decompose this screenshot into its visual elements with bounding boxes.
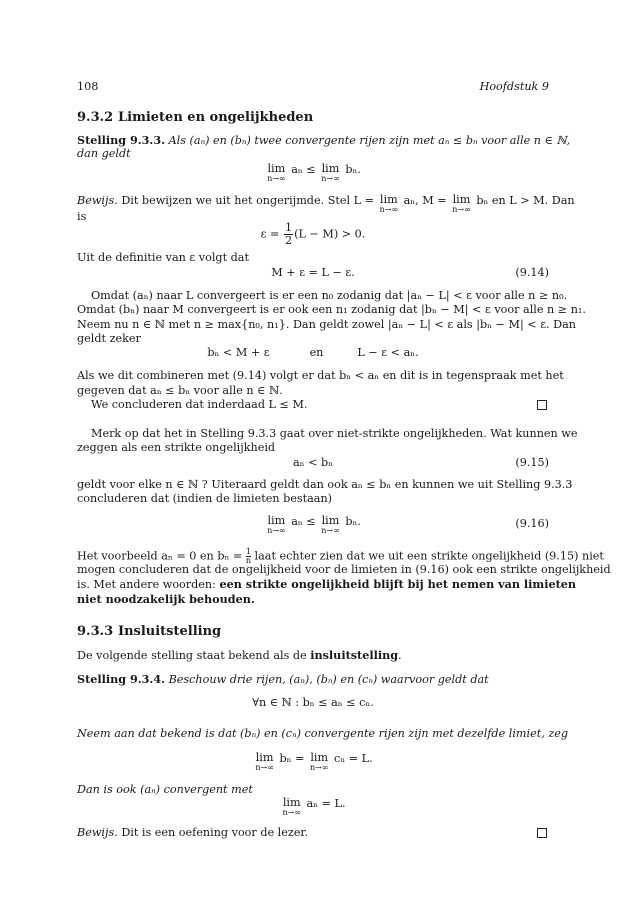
proof-paragraph-line: Omdat (bₙ) naar M convergeert is er ook een n₁ zodanig dat |bₙ − M| < ε voor alle n ≥ n₁.	[77, 303, 586, 316]
proof-2-line: Bewijs. Dit is een oefening voor de lezer.	[77, 826, 309, 839]
theorem-statement: Beschouw drie rijen, (aₙ), (bₙ) en (cₙ) waarvoor geldt dat	[168, 673, 489, 686]
remark-line: concluderen dat (indien de limieten bestaan)	[77, 492, 333, 505]
limit-operator: lim n→∞	[309, 751, 329, 772]
inequality-pair: bₙ < M + ε en L − ε < aₙ.	[207, 346, 419, 359]
limit-operator: lim n→∞	[282, 796, 301, 817]
proof-paragraph-line: Omdat (aₙ) naar L convergeert is er een n₀ zodanig dat |aₙ − L| < ε voor alle n ≥ n₀.	[91, 289, 568, 302]
epsilon-definition: ε = $\frac{1}{2}$ (L − M) > 0.	[260, 221, 366, 247]
theorem-9-3-4-line-1	[77, 672, 549, 687]
intro-line: De volgende stelling staat bekend als de insluitstelling.	[77, 648, 402, 662]
section-number: 9.3.2	[77, 110, 114, 125]
limit-operator: lim n→∞	[452, 193, 471, 214]
remark-line: is. Met andere woorden: een strikte ongelijkheid blijft bij het nemen van limieten	[77, 577, 577, 591]
fraction-one-over-n: $\frac{1}{n}$	[245, 547, 251, 565]
equation-number: (9.15)	[515, 456, 549, 469]
remark-line: Merk op dat het in Stelling 9.3.3 gaat over niet-strikte ongelijkheden. Wat kunnen we	[91, 427, 578, 440]
remark-line: geldt voor elke n ∈ ℕ ? Uiteraard geldt dan ook aₙ ≤ bₙ en kunnen we uit Stelling 9.3.3	[77, 478, 573, 491]
remark-line: niet noodzakelijk behouden.	[77, 592, 255, 606]
forall-inequality: ∀n ∈ ℕ : bₙ ≤ aₙ ≤ cₙ.	[252, 696, 374, 709]
proof-line-3: Uit de definitie van ε volgt dat	[77, 251, 249, 264]
remark-line: mogen concluderen dat de ongelijkheid voor de limieten in (9.16) ook een strikte ongelijkheid	[77, 563, 611, 576]
proof-paragraph-line: Neem nu n ∈ ℕ met n ≥ max{n₀, n₁}. Dan geldt zowel |aₙ − L| < ε als |bₙ − M| < ε. Dan	[77, 318, 576, 331]
proof-line-1: Bewijs. Dit bewijzen we uit het ongerijmde. Stel L = lim n→∞ aₙ, M = lim n→∞ bₙ en L > M. Dan	[77, 193, 575, 214]
proof-paragraph-line: Als we dit combineren met (9.14) volgt er dat bₙ < aₙ en dit is in tegenspraak met het	[77, 369, 564, 382]
section-number: 9.3.3	[77, 624, 114, 639]
section-heading-9-3-3	[77, 624, 221, 639]
limits-equal-L: lim n→∞ bₙ = lim n→∞ cₙ = L.	[255, 751, 373, 772]
theorem-statement: Als (aₙ) en (bₙ) twee convergente rijen zijn met aₙ ≤ bₙ voor alle n ∈ ℕ,	[168, 134, 571, 147]
theorem-9-3-4-line-2: Neem aan dat bekend is dat (bₙ) en (cₙ) convergente rijen zijn met dezelfde limiet, zeg	[77, 727, 569, 740]
limit-operator: lim n→∞	[267, 514, 286, 535]
theorem-9-3-3-equation: lim n→∞ aₙ ≤ lim n→∞ bₙ.	[267, 162, 361, 183]
theorem-9-3-3-line-1	[77, 133, 571, 148]
remark-line: zeggen als een strikte ongelijkheid	[77, 441, 276, 454]
section-title: Limieten en ongelijkheden	[118, 110, 314, 125]
theorem-label: Stelling 9.3.4.	[77, 672, 166, 686]
proof-label: Bewijs.	[77, 826, 118, 839]
page-number: 108	[77, 80, 99, 93]
equation-9-16: lim n→∞ aₙ ≤ lim n→∞ bₙ.	[267, 514, 361, 535]
remark-line: Het voorbeeld aₙ = 0 en bₙ = $\frac{1}{n}$ laat echter zien dat we uit een strikte ongelijkheid (9.15) niet	[77, 547, 604, 565]
limit-operator: lim n→∞	[321, 162, 340, 183]
theorem-9-3-4-line-3: Dan is ook (aₙ) convergent met	[77, 783, 253, 796]
proof-line-2: is	[77, 210, 87, 223]
section-heading-9-3-2	[77, 110, 313, 125]
equation-9-14: M + ε = L − ε.	[271, 266, 355, 279]
limit-operator: lim n→∞	[255, 751, 274, 772]
proof-label: Bewijs.	[77, 194, 118, 207]
proof-paragraph-line: geldt zeker	[77, 332, 141, 345]
limit-of-an: lim n→∞ aₙ = L.	[282, 796, 346, 817]
running-chapter-title: Hoofdstuk 9	[479, 80, 549, 93]
equation-number: (9.16)	[515, 517, 549, 530]
proof-conclusion: We concluderen dat inderdaad L ≤ M.	[91, 398, 308, 411]
equation-9-15: aₙ < bₙ	[293, 456, 333, 469]
theorem-label: Stelling 9.3.3.	[77, 133, 166, 147]
limit-operator: lim n→∞	[379, 193, 399, 214]
fraction-one-half: $\frac{1}{2}$	[284, 221, 293, 247]
section-title: Insluitstelling	[118, 624, 222, 639]
limit-operator: lim n→∞	[267, 162, 286, 183]
equation-number: (9.14)	[515, 266, 549, 279]
qed-square-icon	[537, 400, 547, 410]
theorem-9-3-3-line-2: dan geldt	[77, 147, 131, 160]
proof-paragraph-line: gegeven dat aₙ ≤ bₙ voor alle n ∈ ℕ.	[77, 384, 283, 397]
qed-square-icon	[537, 828, 547, 838]
limit-operator: lim n→∞	[321, 514, 340, 535]
